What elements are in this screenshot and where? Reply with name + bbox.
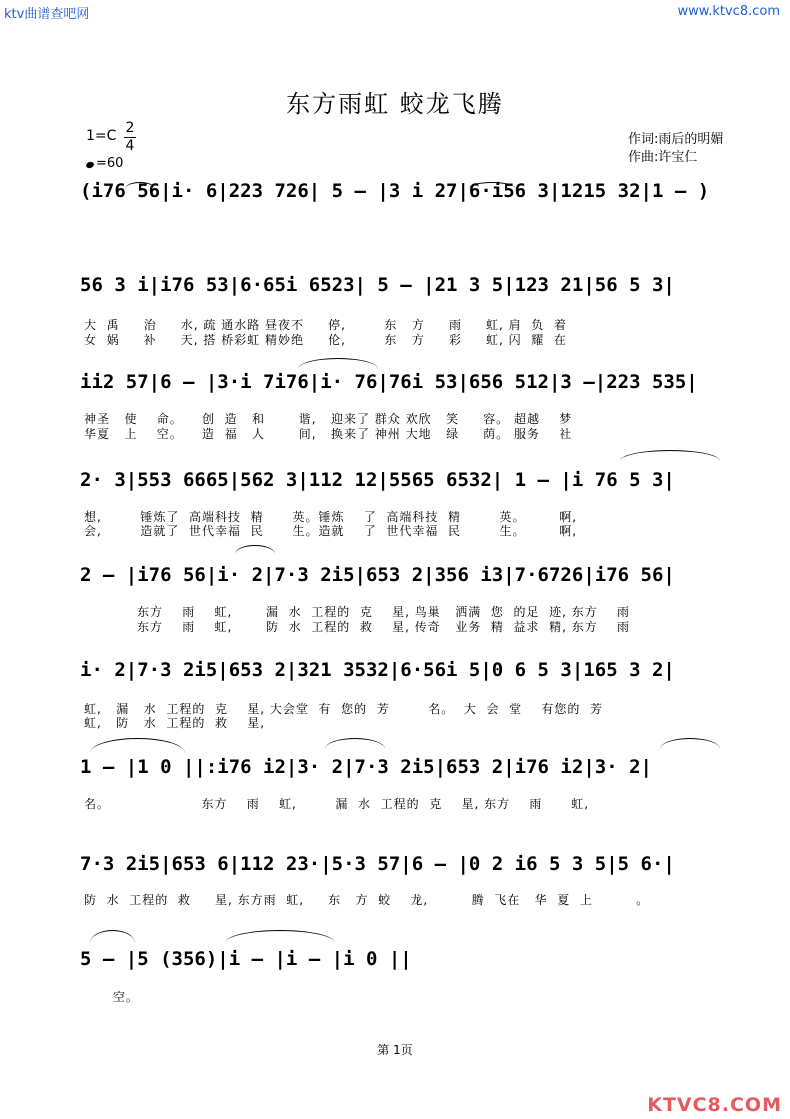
site-url-right: www.ktvc8.com xyxy=(677,4,780,19)
lyric-verse-1: 虹, 漏 水 工程的 克 星, 大会堂 有 您的 芳 名。 大 会 堂 有您的 芳 xyxy=(84,702,604,716)
site-name-left: ktv曲谱查吧网 xyxy=(4,7,90,22)
score-line-2 xyxy=(80,262,730,352)
page-number: 第 1页 xyxy=(377,1043,413,1057)
notation: 2 – |i76 56|i· 2|7·3 2i5|653 2|356 i3|7·6726|i76 56| xyxy=(80,564,675,586)
score-line-9 xyxy=(80,920,730,1010)
lyric-verse-2: 会, 造就了 世代幸福 民 生。造就 了 世代幸福 民 生。 啊, xyxy=(84,524,578,538)
lyric-verse-1: 想, 锤炼了 高端科技 精 英。锤炼 了 高端科技 精 英。 啊, xyxy=(84,510,578,524)
time-sig-bottom: 4 xyxy=(125,138,135,154)
score-line-5 xyxy=(80,540,730,634)
lyric-verse-1: 防 水 工程的 救 星, 东方雨 虹, 东 方 蛟 龙, 腾 飞在 华 夏 上 。 xyxy=(84,893,650,907)
score-line-6 xyxy=(80,633,730,728)
notation: i· 2|7·3 2i5|653 2|321 3532|6·56i 5|0 6 5 3|165 3 2| xyxy=(80,659,675,681)
composer-credit: 作曲:许宝仁 xyxy=(628,150,698,165)
watermark-logo: KTVC8.COM xyxy=(647,1094,782,1116)
song-title: 东方雨虹 蛟龙飞腾 xyxy=(286,90,504,118)
lyric-verse-1: 空。 xyxy=(84,990,139,1004)
notation: 5 – |5 (356)|i – |i – |i 0 || xyxy=(80,948,412,970)
quarter-note-icon xyxy=(85,161,95,169)
lyric-verse-1: 大 禹 治 水, 疏 通水路 昼夜不 停, 东 方 雨 虹, 肩 负 着 xyxy=(84,318,567,332)
time-signature xyxy=(124,120,136,155)
lyric-verse-2: 虹, 防 水 工程的 救 星, xyxy=(84,716,266,730)
slur-mark xyxy=(125,182,155,189)
lyric-verse-2: 女 娲 补 天, 搭 桥彩虹 精妙绝 伦, 东 方 彩 虹, 闪 耀 在 xyxy=(84,333,567,347)
lyric-verse-1: 神圣 使 命。 创 造 和 谐, 迎来了 群众 欢欣 笑 容。 超越 梦 xyxy=(84,412,573,426)
time-sig-top: 2 xyxy=(125,120,135,136)
score-line-8 xyxy=(80,825,730,915)
notation: ii2 57|6 – |3·i 7i76|i· 76|76i 53|656 512|3 –|223 535| xyxy=(80,371,698,393)
key-signature: 1=C xyxy=(86,128,117,144)
tempo-value: =60 xyxy=(96,156,124,171)
lyric-verse-1: 东方 雨 虹, 漏 水 工程的 克 星, 鸟巢 洒满 您 的足 迹, 东方 雨 xyxy=(84,605,630,619)
lyric-verse-2: 华夏 上 空。 造 福 人 间, 换来了 神州 大地 绿 荫。 服务 社 xyxy=(84,427,573,441)
tempo-marking xyxy=(86,156,123,171)
score-line-3 xyxy=(80,355,730,445)
lyricist-credit: 作词:雨后的明媚 xyxy=(628,132,724,147)
notation: 7·3 2i5|653 6|112 23·|5·3 57|6 – |0 2 i6 5 3 5|5 6·| xyxy=(80,853,675,875)
score-line-1 xyxy=(80,170,730,220)
notation: 2· 3|553 6665|562 3|112 12|5565 6532| 1 – |i 76 5 3| xyxy=(80,469,675,491)
notation: 1 – |1 0 ||:i76 i2|3· 2|7·3 2i5|653 2|i76 i2|3· 2| xyxy=(80,756,652,778)
notation: 56 3 i|i76 53|6·65i 6523| 5 – |21 3 5|123 21|56 5 3| xyxy=(80,274,675,296)
slur-mark xyxy=(468,182,516,189)
lyric-verse-1: 名。 东方 雨 虹, 漏 水 工程的 克 星, 东方 雨 虹, xyxy=(84,797,590,811)
lyric-verse-2: 东方 雨 虹, 防 水 工程的 救 星, 传奇 业务 精 益求 精, 东方 雨 xyxy=(84,620,630,634)
score-line-7 xyxy=(80,730,730,820)
notation: (i76 56|i· 6|223 726| 5 – |3 i 27|6·i56 3|1215 32|1 – ) xyxy=(80,180,710,202)
